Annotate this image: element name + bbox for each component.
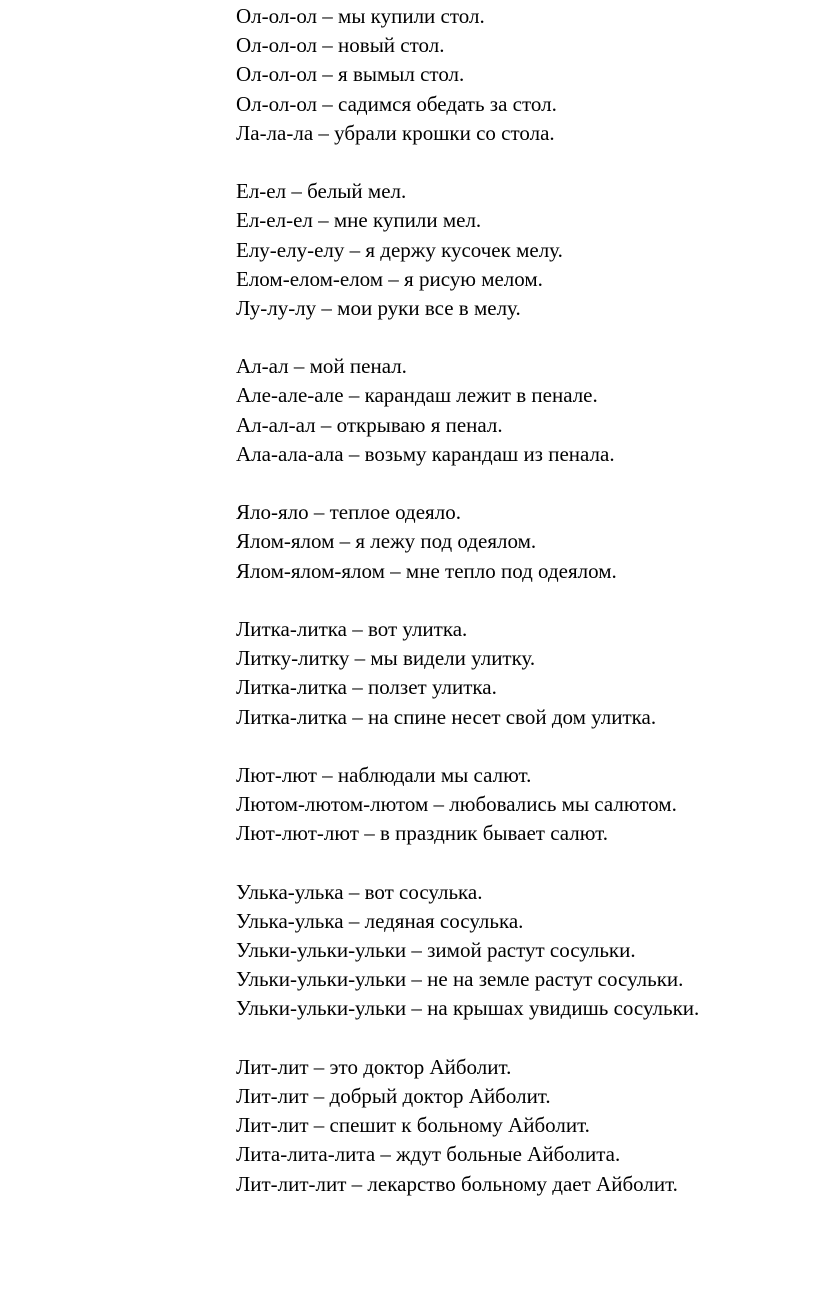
- text-line: Елом-елом-елом – я рисую мелом.: [236, 266, 543, 291]
- text-line: Ялом-ялом-ялом – мне тепло под одеялом.: [236, 558, 617, 583]
- document-page: [236, 0, 806, 1199]
- text-line: Ульки-ульки-ульки – не на земле растут сосульки.: [236, 967, 684, 992]
- text-line: Литку-литку – мы видели улитку.: [236, 646, 536, 671]
- stanza-ulitka: [236, 615, 806, 732]
- text-line: Улька-улька – ледяная сосулька.: [236, 908, 524, 933]
- stanza-salyut: [236, 761, 806, 849]
- text-line: Ол-ол-ол – садимся обедать за стол.: [236, 91, 557, 116]
- text-line: Ол-ол-ол – мы купили стол.: [236, 4, 485, 28]
- text-line: Лит-лит – добрый доктор Айболит.: [236, 1083, 551, 1108]
- stanza-odeyalo: [236, 498, 806, 586]
- stanza-stol: [236, 2, 806, 148]
- text-line: Ала-ала-ала – возьму карандаш из пенала.: [236, 441, 615, 466]
- text-line: Лют-лют – наблюдали мы салют.: [236, 762, 532, 787]
- stanza-sosulka: [236, 878, 806, 1024]
- text-line: Лит-лит – спешит к больному Айболит.: [236, 1113, 590, 1138]
- stanza-gap: [236, 732, 806, 761]
- text-line: Ел-ел-ел – мне купили мел.: [236, 208, 482, 233]
- text-line: Лита-лита-лита – ждут больные Айболита.: [236, 1142, 621, 1167]
- text-line: Ал-ал-ал – открываю я пенал.: [236, 412, 503, 437]
- text-line: Лют-лют-лют – в праздник бывает салют.: [236, 821, 609, 846]
- text-line: Ел-ел – белый мел.: [236, 179, 407, 204]
- text-line: Литка-литка – ползет улитка.: [236, 675, 497, 700]
- stanza-gap: [236, 469, 806, 498]
- stanza-gap: [236, 148, 806, 177]
- text-line: Ульки-ульки-ульки – зимой растут сосульки.: [236, 938, 636, 962]
- text-line: Яло-яло – теплое одеяло.: [236, 500, 461, 525]
- text-line: Лит-лит-лит – лекарство больному дает Айболит.: [236, 1171, 678, 1196]
- text-line: Литка-литка – на спине несет свой дом улитка.: [236, 704, 657, 729]
- text-line: Ол-ол-ол – новый стол.: [236, 33, 445, 58]
- text-line: Ульки-ульки-ульки – на крышах увидишь сосульки.: [236, 996, 700, 1021]
- text-line: Литка-литка – вот улитка.: [236, 616, 468, 641]
- text-line: Лит-лит – это доктор Айболит.: [236, 1054, 512, 1079]
- text-line: Елу-елу-елу – я держу кусочек мелу.: [236, 237, 563, 262]
- stanza-aibolit: [236, 1053, 806, 1199]
- stanza-gap: [236, 848, 806, 877]
- stanza-gap: [236, 323, 806, 352]
- text-line: Ла-ла-ла – убрали крошки со стола.: [236, 120, 555, 145]
- text-line: Ялом-ялом – я лежу под одеялом.: [236, 529, 537, 554]
- text-line: Улька-улька – вот сосулька.: [236, 879, 483, 904]
- text-line: Але-але-але – карандаш лежит в пенале.: [236, 383, 598, 408]
- text-line: Лу-лу-лу – мои руки все в мелу.: [236, 295, 521, 320]
- stanza-penal: [236, 352, 806, 469]
- stanza-mel: [236, 177, 806, 323]
- stanza-gap: [236, 586, 806, 615]
- text-line: Лютом-лютом-лютом – любовались мы салютом.: [236, 792, 677, 817]
- text-line: Ол-ол-ол – я вымыл стол.: [236, 62, 465, 87]
- stanza-gap: [236, 1024, 806, 1053]
- text-line: Ал-ал – мой пенал.: [236, 354, 407, 379]
